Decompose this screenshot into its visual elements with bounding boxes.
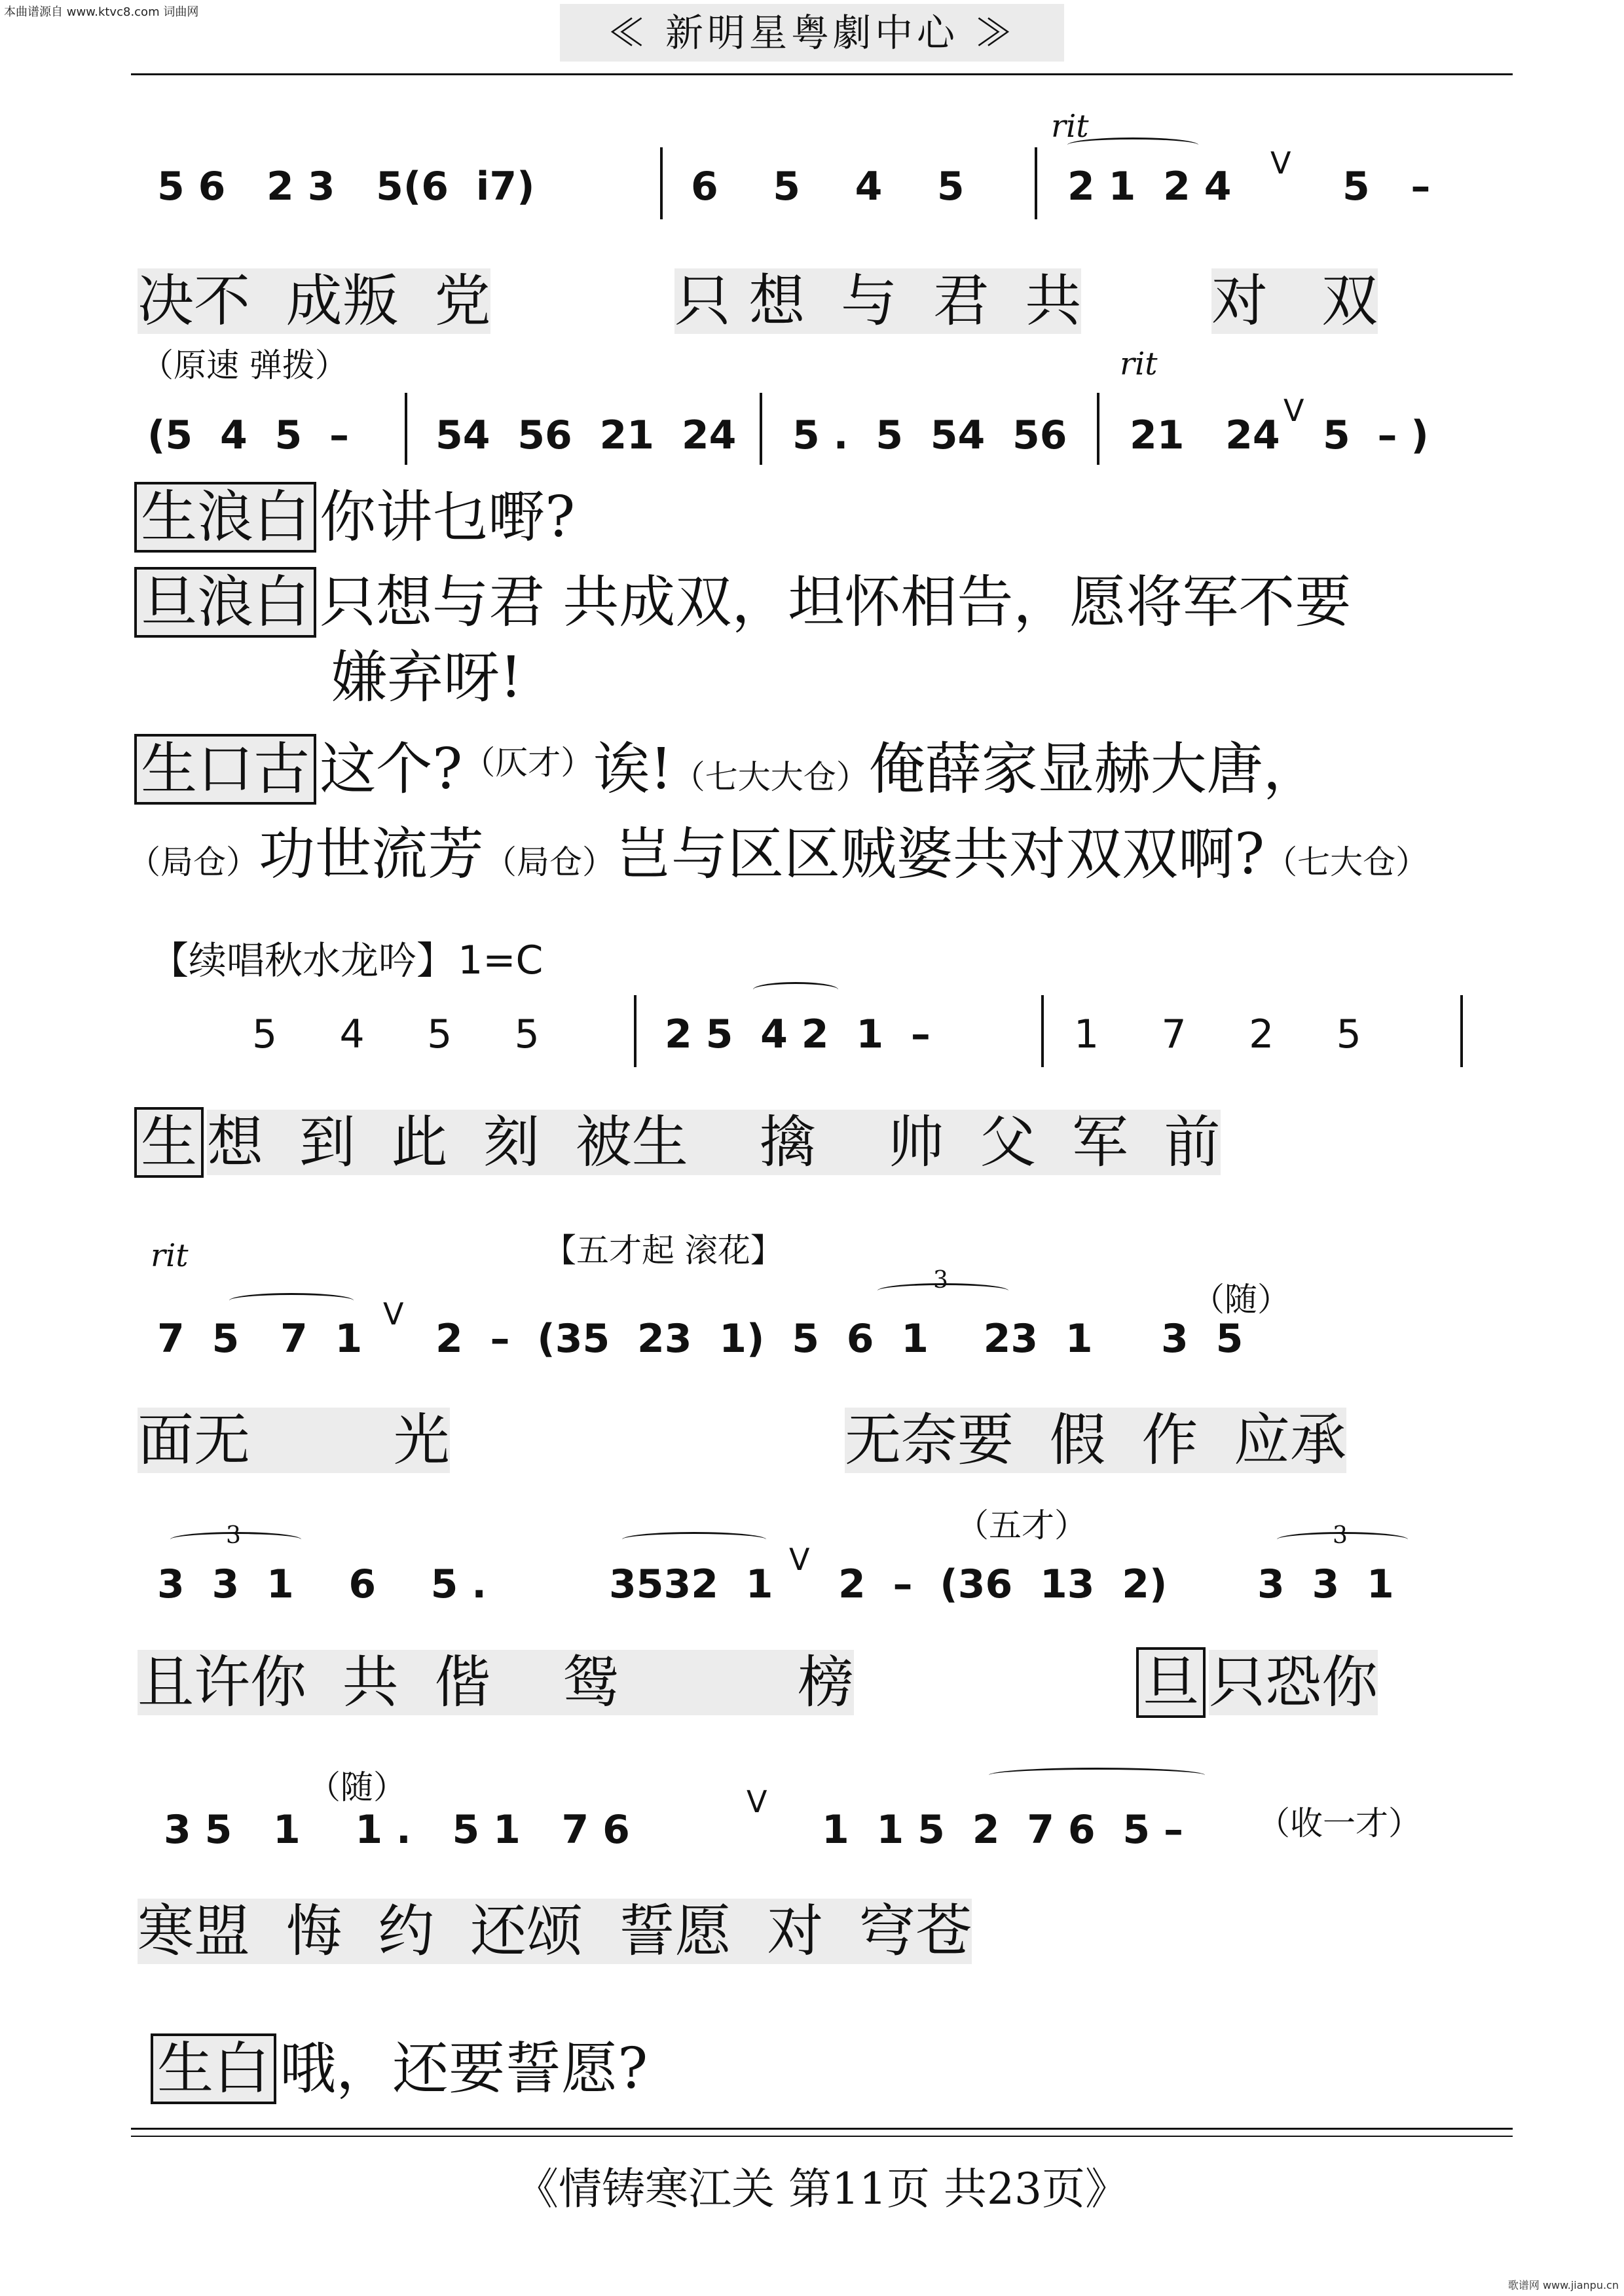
page-footer: 《情铸寒江关 第11页 共23页》: [515, 2164, 1128, 2214]
lyrics-text: 想 到 此 刻 被生 擒 帅 父 军 前: [207, 1110, 1221, 1175]
notation-row5-d: 3 3 1: [1257, 1561, 1394, 1607]
percussion-cue: （局仓）: [128, 843, 259, 881]
footer-rule: [131, 2128, 1513, 2130]
notation-row1-b: 6 5 4 5: [691, 164, 965, 210]
triplet-mark: 3: [933, 1267, 948, 1294]
spoken-text: 你讲乜嘢?: [320, 484, 576, 550]
role-box: 生: [134, 1107, 204, 1178]
lyrics-row4-a: 面无 光: [138, 1408, 450, 1473]
spoken-text-cont: 嫌弃呀!: [331, 645, 523, 710]
source-watermark: 本曲谱源自 www.ktvc8.com 词曲网: [4, 5, 199, 19]
sui-cue: （随）: [1192, 1281, 1290, 1319]
spoken-text: 岂与区区贼婆共对双双啊?: [615, 822, 1265, 887]
triplet-mark: 3: [226, 1522, 241, 1549]
barline: [1460, 995, 1463, 1067]
barline: [405, 393, 407, 465]
lyrics-row1-c: 对 双: [1211, 268, 1378, 334]
breath-mark: V: [789, 1542, 810, 1577]
spoken-text: 这个?: [320, 737, 463, 802]
percussion-cue: （七大仓）: [1264, 843, 1429, 881]
lyrics-row1-a: 决不 成叛 党: [138, 268, 491, 334]
header-title: ≪ 新明星粤劇中心 ≫: [607, 10, 1017, 55]
breath-mark: V: [1283, 393, 1304, 428]
breath-mark: V: [383, 1296, 404, 1332]
notation-row3-c: 1 7 2 5: [1074, 1011, 1361, 1057]
triplet-bracket: [1277, 1532, 1408, 1547]
page-header: [560, 4, 1064, 62]
header-rule: [131, 73, 1513, 75]
spoken-text: 功世流芳: [259, 822, 484, 887]
slur: [229, 1293, 354, 1308]
spoken-line-2: [134, 570, 1351, 635]
barline: [1097, 393, 1099, 465]
sui-cue: （随）: [308, 1768, 406, 1806]
triplet-bracket: [170, 1532, 301, 1547]
notation-row2-e: 5 – ): [1323, 412, 1429, 458]
rit-mark: rit: [151, 1237, 189, 1274]
barline: [760, 393, 762, 465]
triplet-bracket: [877, 1283, 1008, 1298]
barline: [634, 995, 637, 1067]
spoken-line-1: [134, 484, 575, 550]
tempo-note: （原速 弹拨）: [141, 346, 348, 384]
lyrics-row4-b: 无奈要 假 作 应承: [845, 1408, 1347, 1473]
notation-row4-a: 7 5 7 1: [157, 1316, 363, 1362]
spoken-text: 俺薛家显赫大唐，: [868, 737, 1320, 802]
lyrics-row5-b: [1136, 1637, 1378, 1718]
notation-row2-d: 21 24: [1130, 412, 1280, 458]
source-watermark-bottom: 歌谱网 www.jianpu.cn: [1507, 2279, 1619, 2291]
percussion-cue: （收一才）: [1257, 1804, 1421, 1842]
percussion-marker: 【五才起 滚花】: [544, 1231, 783, 1269]
notation-row2-c: 5 . 5 54 56: [792, 412, 1067, 458]
rit-mark: rit: [1120, 346, 1158, 382]
notation-row5-b: 3532 1: [609, 1561, 773, 1607]
slur: [622, 1532, 766, 1547]
slur: [989, 1768, 1205, 1783]
spoken-text: 只想与君 共成双，坦怀相告，愿将军不要: [320, 570, 1352, 635]
rit-mark: rit: [1051, 108, 1089, 145]
notation-row1-a: 5 6 2 3 5(6 i7): [157, 164, 535, 210]
slur: [1067, 137, 1198, 153]
spoken-line-3: [134, 737, 1320, 802]
spoken-text: 哦，还要誓愿?: [280, 2036, 648, 2102]
role-box: 生白: [151, 2033, 276, 2104]
role-box: 生浪白: [134, 482, 316, 553]
lyrics-row6: 寒盟 悔 约 还颂 誓愿 对 穹苍: [138, 1899, 972, 1964]
notation-row1-c: 2 1 2 4: [1067, 164, 1232, 210]
lyrics-row5-a: 且许你 共 偕 鸳 榜: [138, 1650, 855, 1715]
notation-row1-d: 5 –: [1342, 164, 1431, 210]
lyrics-row3: [134, 1097, 1221, 1178]
percussion-cue: （局仓）: [484, 843, 615, 881]
lyrics-text: 只恐你: [1209, 1650, 1378, 1715]
triplet-mark: 3: [1333, 1522, 1348, 1549]
footer-rule: [131, 2136, 1513, 2137]
spoken-text: 诶!: [593, 737, 673, 802]
barline: [660, 147, 663, 219]
notation-row2-a: (5 4 5 –: [147, 412, 349, 458]
role-box: 旦浪白: [134, 567, 316, 638]
role-box: 生口古: [134, 734, 316, 805]
barline: [1041, 995, 1044, 1067]
notation-row6-b: 1 1 5 2 7 6 5 –: [822, 1807, 1184, 1853]
breath-mark: V: [747, 1784, 767, 1819]
percussion-cue: （五才）: [956, 1506, 1087, 1544]
spoken-line-last: [151, 2036, 648, 2102]
notation-row5-c: 2 – (36 13 2): [838, 1561, 1168, 1607]
section-marker: [151, 930, 543, 985]
key-signature: 1=C: [458, 938, 544, 983]
lyrics-row1-b: 只 想 与 君 共: [674, 268, 1082, 334]
notation-row2-b: 54 56 21 24: [435, 412, 737, 458]
notation-row3-b: 2 5 4 2 1 –: [665, 1011, 931, 1057]
section-label: 【续唱秋水龙吟】: [151, 938, 455, 983]
barline: [1035, 147, 1037, 219]
notation-row6-a: 3 5 1 1 . 5 1 7 6: [164, 1807, 630, 1853]
role-box: 旦: [1136, 1647, 1206, 1718]
breath-mark: V: [1270, 145, 1291, 181]
percussion-cue: （七大大仓）: [672, 758, 869, 796]
notation-row4-b: 2 – (35 23 1) 5 6 1 23 1 3 5: [435, 1316, 1244, 1362]
slur: [753, 982, 838, 997]
notation-row3-a: 5 4 5 5: [252, 1011, 540, 1057]
percussion-cue: （仄才）: [462, 744, 594, 782]
notation-row5-a: 3 3 1 6 5 .: [157, 1561, 487, 1607]
spoken-line-4: [128, 822, 1428, 887]
